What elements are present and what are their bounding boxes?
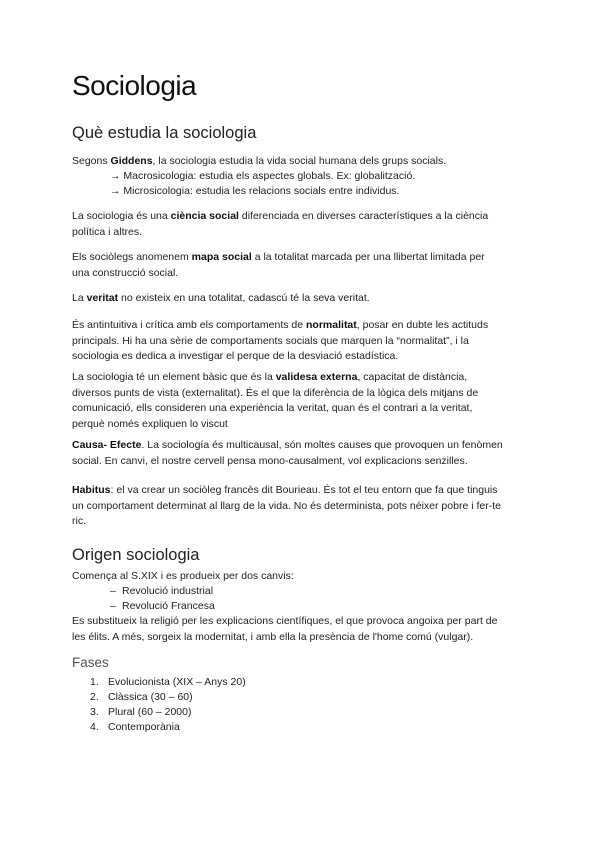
paragraph-giddens: Segons Giddens, la sociologia estudia la vida social humana dels grups socials. [72, 155, 447, 167]
section-heading-origen: Origen sociologia [72, 546, 200, 564]
paragraph-habitus: Habitus: el va crear un sociòleg francès dit Bourieau. És tot el teu entorn que fa que tinguis un comportament determinat al llarg de la vida. No és determinista, pots néixer pobre i fer-te ric. [72, 484, 501, 527]
micro-item: → Microsicologia: estudia les relacions socials entre individus. [110, 185, 400, 197]
origen-intro: Comença al S.XIX i es produeix per dos canvis: [72, 570, 294, 582]
section-heading-que-estudia: Què estudia la sociologia [72, 124, 257, 142]
paragraph-veritat: La veritat no existeix en una totalitat, cadascú té la seva veritat. [72, 292, 370, 304]
paragraph-causa-efecte: Causa- Efecte. La sociología és multicausal, són moltes causes que provoquen un fenòmen social. En canvi, el nostre cervell pensa mono-causalment, vol explicacions senzilles. [72, 439, 503, 467]
paragraph-normalitat: És antintuitiva i crítica amb els comportaments de normalitat, posar en dubte les actituds principals. Hi ha una sèrie de comportaments socials que marquen la “normalitat”, i la sociologia es dedica a investigar el perque de la desviació estadística. [72, 319, 489, 362]
macro-item: → Macrosicologia: estudia els aspectes globals. Ex: globalització. [110, 170, 416, 182]
paragraph-validesa-externa: La sociologia té un element bàsic que és la validesa externa, capacitat de distància, diversos punts de vista (externalitat). És el que la diferència de la lògica dels mitjans de comunicació, ells consideren una experiència la veritat, quan és el contrari a la veritat, perquè només expliquen lo viscut [72, 371, 479, 430]
subheading-fases: Fases [72, 655, 109, 670]
fase-item: 3. Plural (60 – 2000) [90, 706, 192, 718]
fase-item: 4. Contemporània [90, 721, 180, 733]
paragraph-mapa-social: Els sociòlegs anomenem mapa social a la totalitat marcada per una llibertat limitada per una construcció social. [72, 251, 485, 279]
page-title: Sociologia [72, 70, 197, 101]
paragraph-religio: Es substitueix la religió per les explicacions científiques, el que provoca angoixa per part de les élits. A més, sorgeix la modernitat, i amb ella la presència de l'home comú (vulgar). [72, 615, 498, 643]
paragraph-ciencia-social: La sociologia és una ciència social diferenciada en diverses característiques a la ciència política i altres. [72, 210, 489, 238]
fase-item: 2. Clàssica (30 – 60) [90, 691, 193, 703]
fase-item: 1. Evolucionista (XIX – Anys 20) [90, 676, 246, 688]
bullet-revolucio-francesa: – Revolució Francesa [110, 600, 215, 612]
bullet-revolucio-industrial: – Revolució industrial [110, 585, 214, 597]
